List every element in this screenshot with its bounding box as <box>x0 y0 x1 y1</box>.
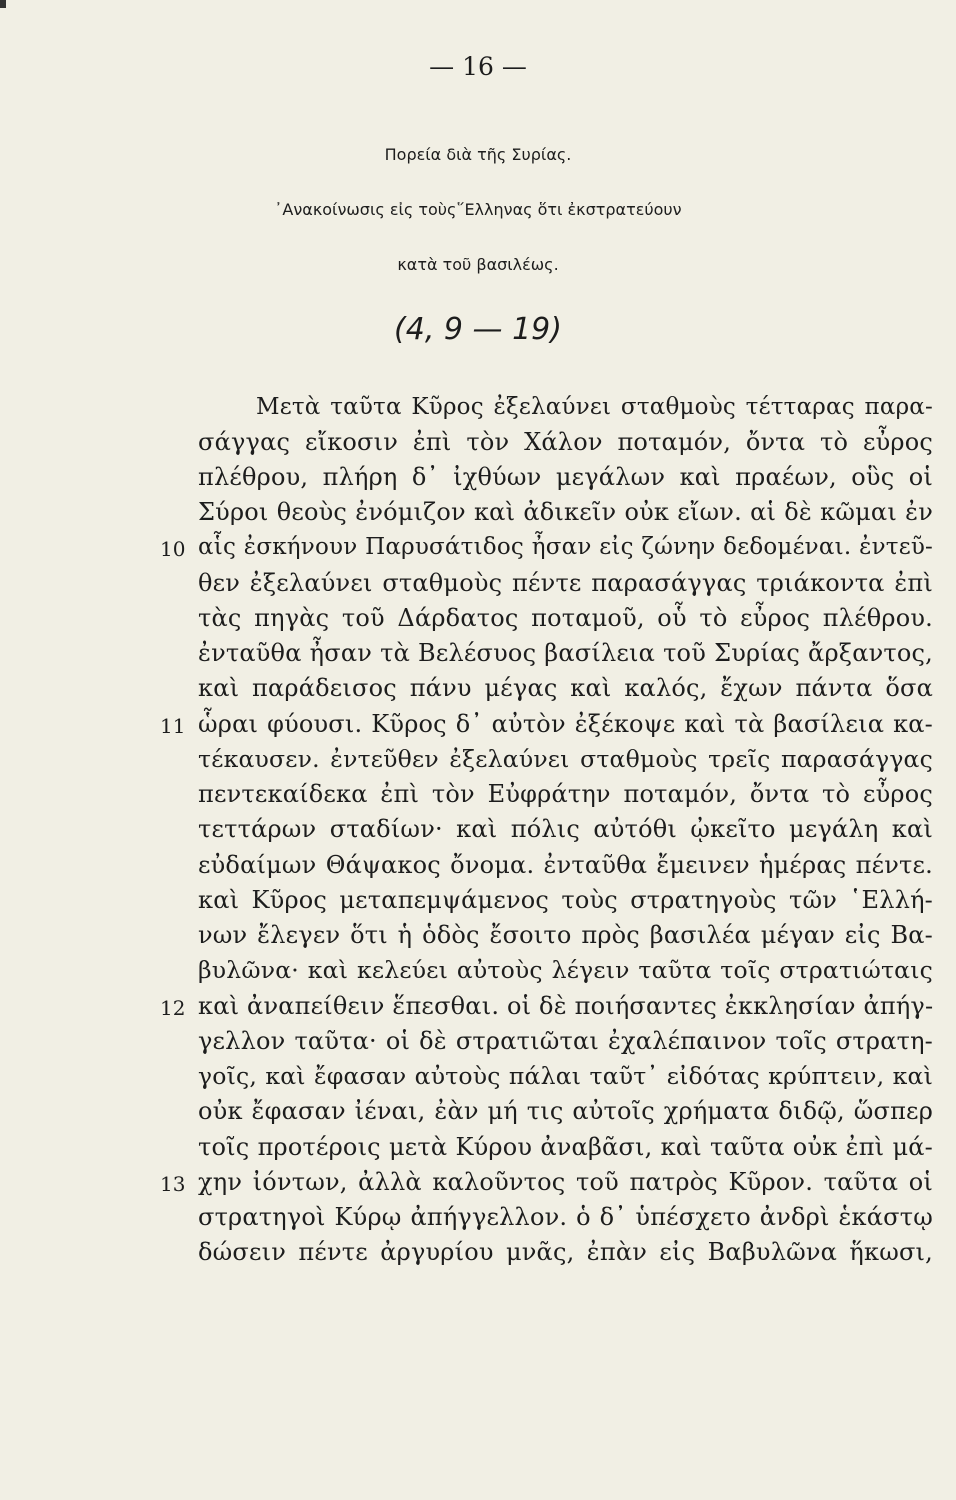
text-line: βυλῶνα· καὶ κελεύει αὐτοὺς λέγειν ταῦτα τοῖς στρατιώταις <box>198 956 933 984</box>
text-line: γοῖς, καὶ ἔφασαν αὐτοὺς πάλαι ταῦτ᾽ εἰδότας κρύπτειν, καὶ <box>198 1062 933 1090</box>
text-line: τὰς πηγὰς τοῦ Δάρδατος ποταμοῦ, οὗ τὸ εὖρος πλέθρου. <box>198 604 933 632</box>
text-line: γελλον ταῦτα· οἱ δὲ στρατιῶται ἐχαλέπαινον τοῖς στρατη- <box>198 1027 933 1055</box>
section-number-12: 12 <box>160 996 186 1020</box>
passage-reference: (4, 9 — 19) <box>394 312 562 347</box>
page-number: — 16 — <box>429 52 527 81</box>
text-line: τοῖς προτέροις μετὰ Κύρου ἀναβᾶσι, καὶ ταῦτα οὐκ ἐπὶ μά- <box>198 1133 933 1161</box>
section-number-10: 10 <box>160 537 186 561</box>
text-line: σάγγας εἴκοσιν ἐπὶ τὸν Χάλον ποταμόν, ὄντα τὸ εὖρος <box>198 428 933 456</box>
text-line: πλέθρου, πλήρη δ᾽ ἰχθύων μεγάλων καὶ πραέων, οὓς οἱ <box>198 463 933 491</box>
chapter-subtitle-line-1: ᾽Ανακοίνωσις εἰς τοὺς῞Ελληνας ὅτι ἐκστρατεύουν <box>274 200 682 219</box>
text-line: πεντεκαίδεκα ἐπὶ τὸν Εὐφράτην ποταμόν, ὄντα τὸ εὖρος <box>198 780 933 808</box>
text-line: οὐκ ἔφασαν ἰέναι, ἐὰν μή τις αὐτοῖς χρήματα διδῷ, ὥσπερ <box>198 1097 933 1125</box>
text-line: ὧραι φύουσι. Κῦρος δ᾽ αὐτὸν ἐξέκοψε καὶ τὰ βασίλεια κα- <box>198 710 933 738</box>
chapter-title: Πορεία διὰ τῆς Συρίας. <box>384 145 572 164</box>
section-number-13: 13 <box>160 1172 186 1196</box>
text-line: καὶ Κῦρος μεταπεμψάμενος τοὺς στρατηγοὺς τῶν ῾Ελλή- <box>198 886 933 914</box>
text-line: καὶ ἀναπείθειν ἕπεσθαι. οἱ δὲ ποιήσαντες ἐκκλησίαν ἀπήγ- <box>198 992 934 1020</box>
text-line: τέκαυσεν. ἐντεῦθεν ἐξελαύνει σταθμοὺς τρεῖς παρασάγγας <box>198 745 933 773</box>
corner-mark <box>0 0 6 8</box>
text-line: ἐνταῦθα ἦσαν τὰ Βελέσυος βασίλεια τοῦ Συρίας ἄρξαντος, <box>198 639 933 667</box>
text-line: θεν ἐξελαύνει σταθμοὺς πέντε παρασάγγας τριάκοντα ἐπὶ <box>198 569 933 597</box>
text-line: δώσειν πέντε ἀργυρίου μνᾶς, ἐπὰν εἰς Βαβυλῶνα ἥκωσι, <box>198 1238 933 1266</box>
text-line: αἷς ἐσκήνουν Παρυσάτιδος ἦσαν εἰς ζώνην δεδομέναι. ἐντεῦ- <box>198 534 933 560</box>
text-line: χην ἰόντων, ἀλλὰ καλοῦντος τοῦ πατρὸς Κῦρον. ταῦτα οἱ <box>198 1168 933 1196</box>
text-line: καὶ παράδεισος πάνυ μέγας καὶ καλός, ἔχων πάντα ὅσα <box>198 674 933 702</box>
text-line: νων ἔλεγεν ὅτι ἡ ὁδὸς ἔσοιτο πρὸς βασιλέα μέγαν εἰς Βα- <box>198 921 933 949</box>
text-line: εὐδαίμων Θάψακος ὄνομα. ἐνταῦθα ἔμεινεν ἡμέρας πέντε. <box>198 851 933 879</box>
text-line: Μετὰ ταῦτα Κῦρος ἐξελαύνει σταθμοὺς τέτταρας παρα- <box>256 394 933 420</box>
text-line: Σύροι θεοὺς ἐνόμιζον καὶ ἀδικεῖν οὐκ εἴων. αἱ δὲ κῶμαι ἐν <box>198 498 933 526</box>
text-line: τεττάρων σταδίων· καὶ πόλις αὐτόθι ᾠκεῖτο μεγάλη καὶ <box>198 815 933 843</box>
section-number-11: 11 <box>160 714 186 738</box>
chapter-subtitle-line-2: κατὰ τοῦ βασιλέως. <box>397 255 559 274</box>
text-line: στρατηγοὶ Κύρῳ ἀπήγγελλον. ὁ δ᾽ ὑπέσχετο ἀνδρὶ ἑκάστῳ <box>198 1203 933 1231</box>
